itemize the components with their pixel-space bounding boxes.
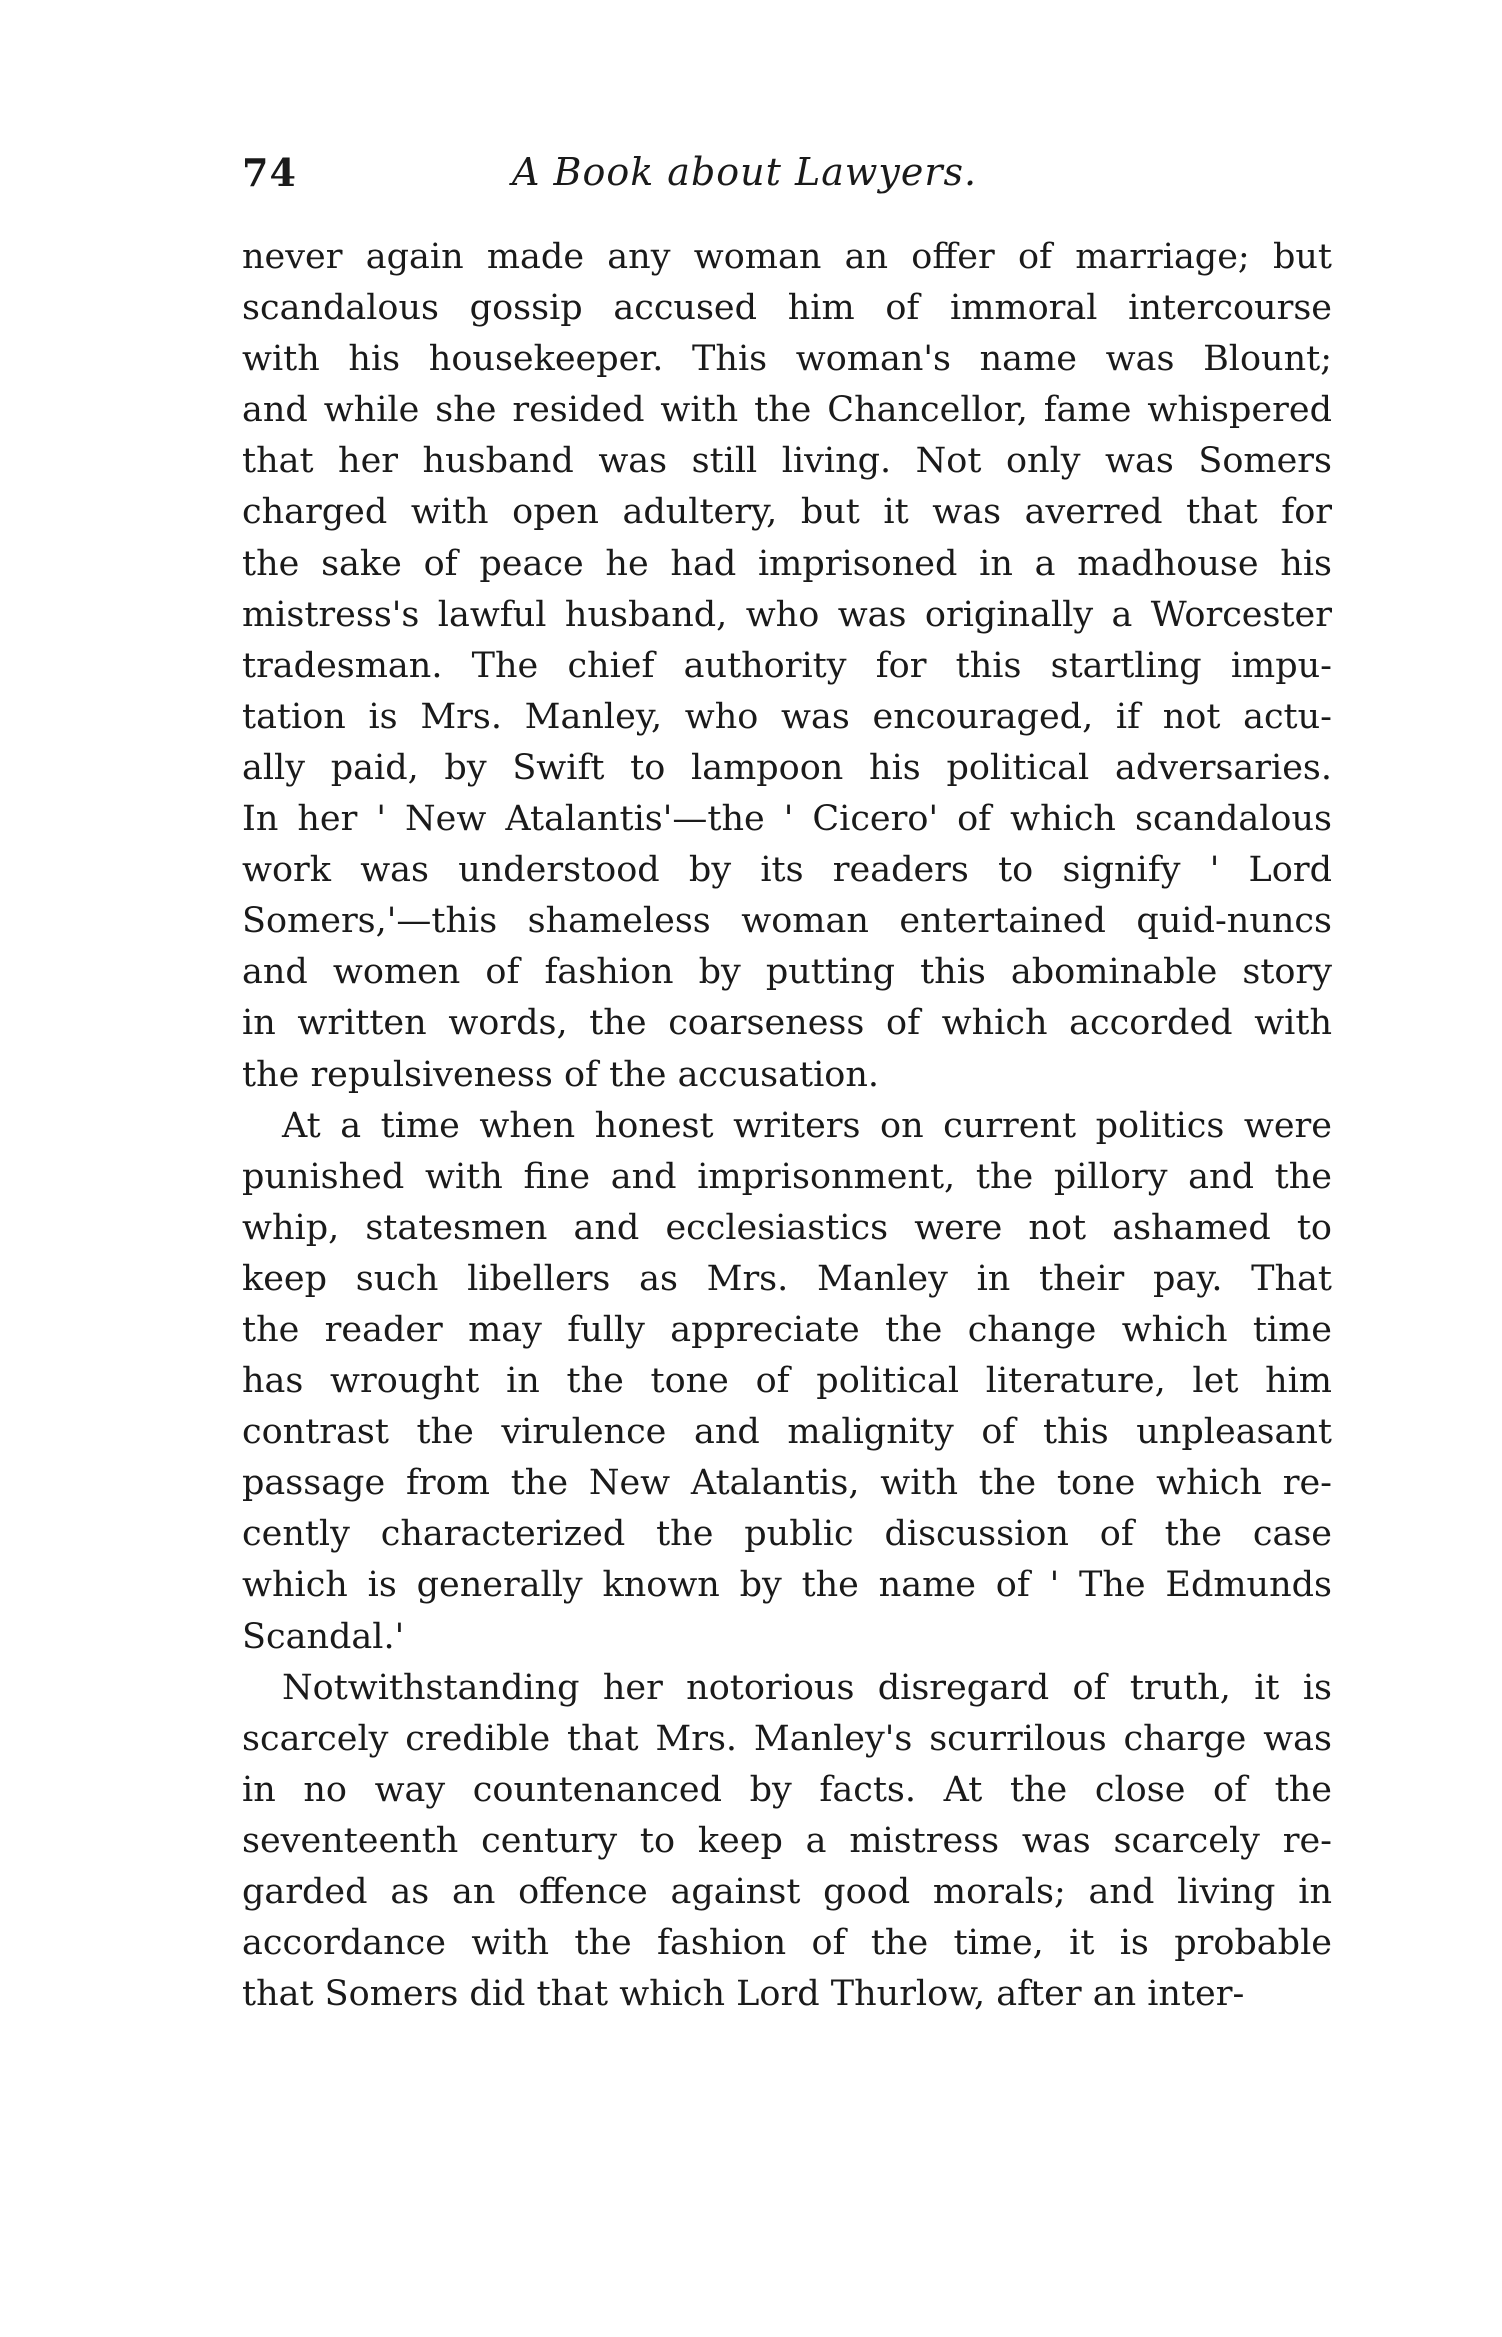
text-line: the repulsiveness of the accusation.: [242, 1054, 880, 1095]
text-line: In her ' New Atalantis'—the ' Cicero' of which scandalous: [242, 799, 1332, 840]
text-line: Notwithstanding her notorious disregard of truth, it is: [282, 1667, 1332, 1708]
text-line: work was understood by its readers to signify ' Lord: [242, 850, 1332, 891]
text-line: whip, statesmen and ecclesiastics were not ashamed to: [242, 1207, 1332, 1248]
text-line: which is generally known by the name of ' The Edmunds: [242, 1565, 1332, 1606]
running-title: A Book about Lawyers.: [512, 150, 978, 194]
text-line: charged with open adultery, but it was averred that for: [242, 492, 1332, 533]
paragraph: [242, 1101, 1332, 1663]
paragraph: [242, 232, 1332, 1101]
text-line: Somers,'—this shameless woman entertained quid-nuncs: [242, 901, 1332, 942]
text-line: Scandal.': [242, 1616, 405, 1657]
text-line: in written words, the coarseness of which accorded with: [242, 1003, 1332, 1044]
text-line: and women of fashion by putting this abominable story: [242, 952, 1332, 993]
text-line: accordance with the fashion of the time, it is probable: [242, 1923, 1332, 1964]
text-line: tation is Mrs. Manley, who was encouraged, if not actu-: [242, 696, 1332, 737]
running-head: [242, 150, 1332, 200]
text-line: and while she resided with the Chancellor, fame whispered: [242, 390, 1332, 431]
text-line: cently characterized the public discussion of the case: [242, 1514, 1332, 1555]
text-line: that Somers did that which Lord Thurlow, after an inter-: [242, 1974, 1245, 2015]
text-line: punished with fine and imprisonment, the pillory and the: [242, 1156, 1332, 1197]
text-line: garded as an offence against good morals; and living in: [242, 1872, 1332, 1912]
text-line: mistress's lawful husband, who was originally a Worcester: [242, 594, 1332, 635]
text-line: the sake of peace he had imprisoned in a madhouse his: [242, 543, 1332, 584]
text-line: has wrought in the tone of political literature, let him: [242, 1361, 1332, 1402]
text-line: that her husband was still living. Not only was Somers: [242, 441, 1332, 482]
text-line: passage from the New Atalantis, with the tone which re-: [242, 1463, 1332, 1504]
text-line: contrast the virulence and malignity of this unpleasant: [242, 1412, 1332, 1453]
paragraph: [242, 1663, 1332, 2021]
text-line: in no way countenanced by facts. At the close of the: [242, 1769, 1332, 1810]
text-line: seventeenth century to keep a mistress was scarcely re-: [242, 1820, 1332, 1861]
text-line: scandalous gossip accused him of immoral intercourse: [242, 288, 1332, 329]
text-line: the reader may fully appreciate the change which time: [242, 1309, 1332, 1350]
page-number: 74: [242, 150, 297, 195]
body-text: [242, 232, 1332, 2020]
text-line: tradesman. The chief authority for this startling impu-: [242, 645, 1332, 686]
text-line: keep such libellers as Mrs. Manley in their pay. That: [242, 1258, 1332, 1299]
text-line: scarcely credible that Mrs. Manley's scurrilous charge was: [242, 1718, 1332, 1759]
text-line: ally paid, by Swift to lampoon his political adversaries.: [242, 747, 1332, 788]
text-line: never again made any woman an offer of marriage; but: [242, 237, 1332, 277]
text-line: At a time when honest writers on current politics were: [282, 1105, 1332, 1146]
text-line: with his housekeeper. This woman's name was Blount;: [242, 339, 1332, 380]
